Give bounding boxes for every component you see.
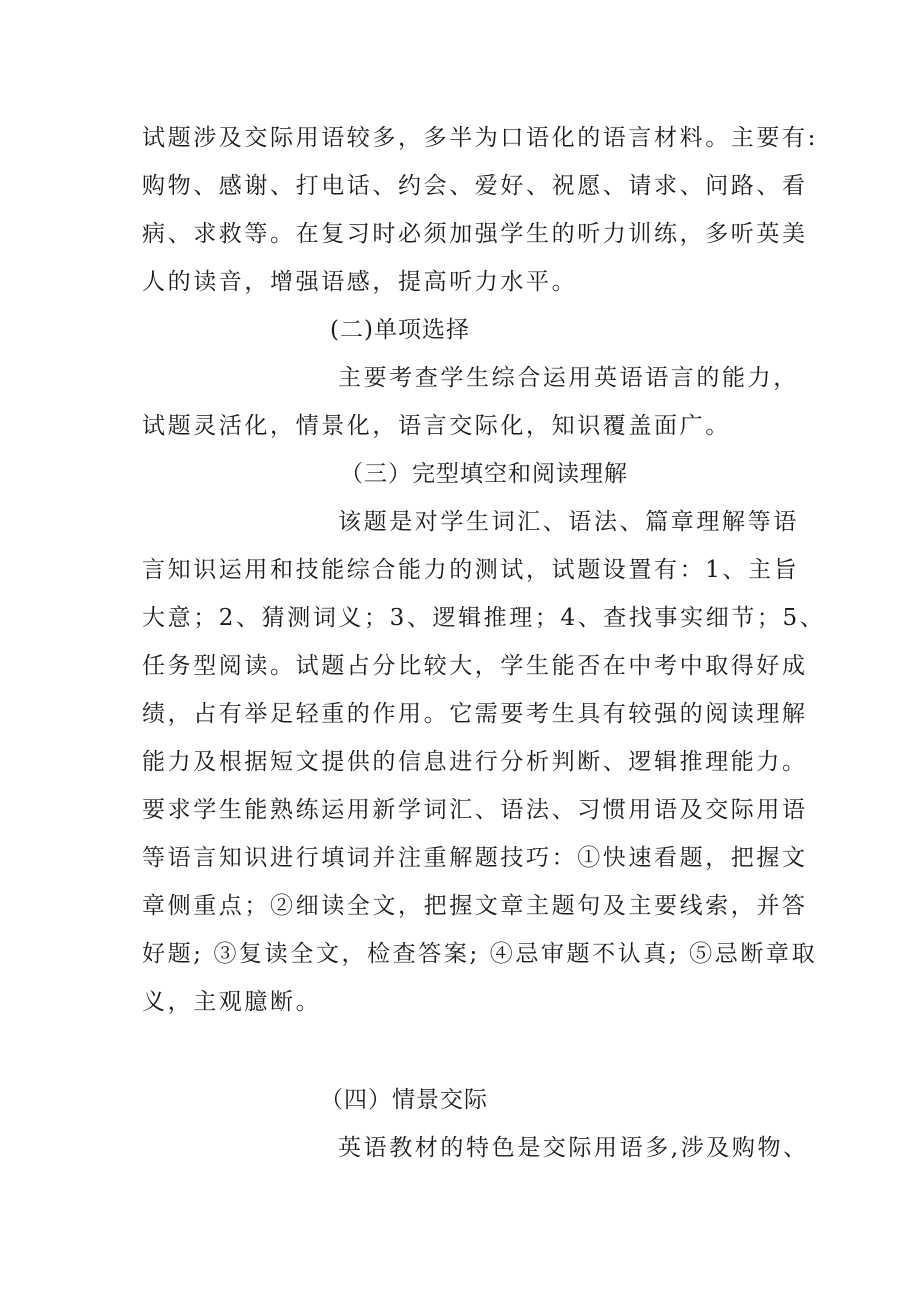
section-3-line-3: 大意；2、猜测词义；3、逻辑推理；4、查找事实细节；5、: [142, 605, 826, 631]
section-3-line-1: 该题是对学生词汇、语法、篇章理解等语: [338, 509, 799, 535]
section-2-line-2: 试题灵活化，情景化，语言交际化，知识覆盖面广。: [142, 413, 731, 439]
paragraph-1-line-3: 病、求救等。在复习时必须加强学生的听力训练，多听英美: [142, 221, 808, 247]
section-3-line-9: 章侧重点；②细读全文，把握文章主题句及主要线索，并答: [142, 893, 808, 919]
section-3-line-2: 言知识运用和技能综合能力的测试，试题设置有：1、主旨: [142, 557, 800, 583]
section-3-line-6: 能力及根据短文提供的信息进行分析判断、逻辑推理能力。: [142, 749, 808, 775]
section-4-line-1: 英语教材的特色是交际用语多,涉及购物、: [338, 1135, 809, 1161]
section-3-line-5: 绩，占有举足轻重的作用。它需要考生具有较强的阅读理解: [142, 701, 808, 727]
section-3-heading: （三）完型填空和阅读理解: [340, 461, 628, 487]
section-3-line-10: 好题; ③复读全文，检查答案; ④忌审题不认真; ⑤忌断章取: [142, 941, 818, 967]
section-3-line-4: 任务型阅读。试题占分比较大，学生能否在中考中取得好成: [142, 653, 808, 679]
section-4-heading: （四）情景交际: [320, 1087, 488, 1113]
section-3-line-7: 要求学生能熟练运用新学词汇、语法、习惯用语及交际用语: [142, 797, 808, 823]
section-3-line-8: 等语言知识进行填词并注重解题技巧：①快速看题，把握文: [142, 845, 808, 871]
paragraph-1-line-4: 人的读音，增强语感，提高听力水平。: [142, 269, 578, 295]
paragraph-1-line-2: 购物、感谢、打电话、约会、爱好、祝愿、请求、问路、看: [142, 173, 808, 199]
section-3-line-11: 义，主观臆断。: [142, 989, 322, 1015]
paragraph-1-line-1: 试题涉及交际用语较多，多半为口语化的语言材料。主要有:: [142, 125, 818, 151]
section-2-line-1: 主要考查学生综合运用英语语言的能力，: [338, 365, 799, 391]
section-2-heading: (二)单项选择: [330, 317, 470, 343]
